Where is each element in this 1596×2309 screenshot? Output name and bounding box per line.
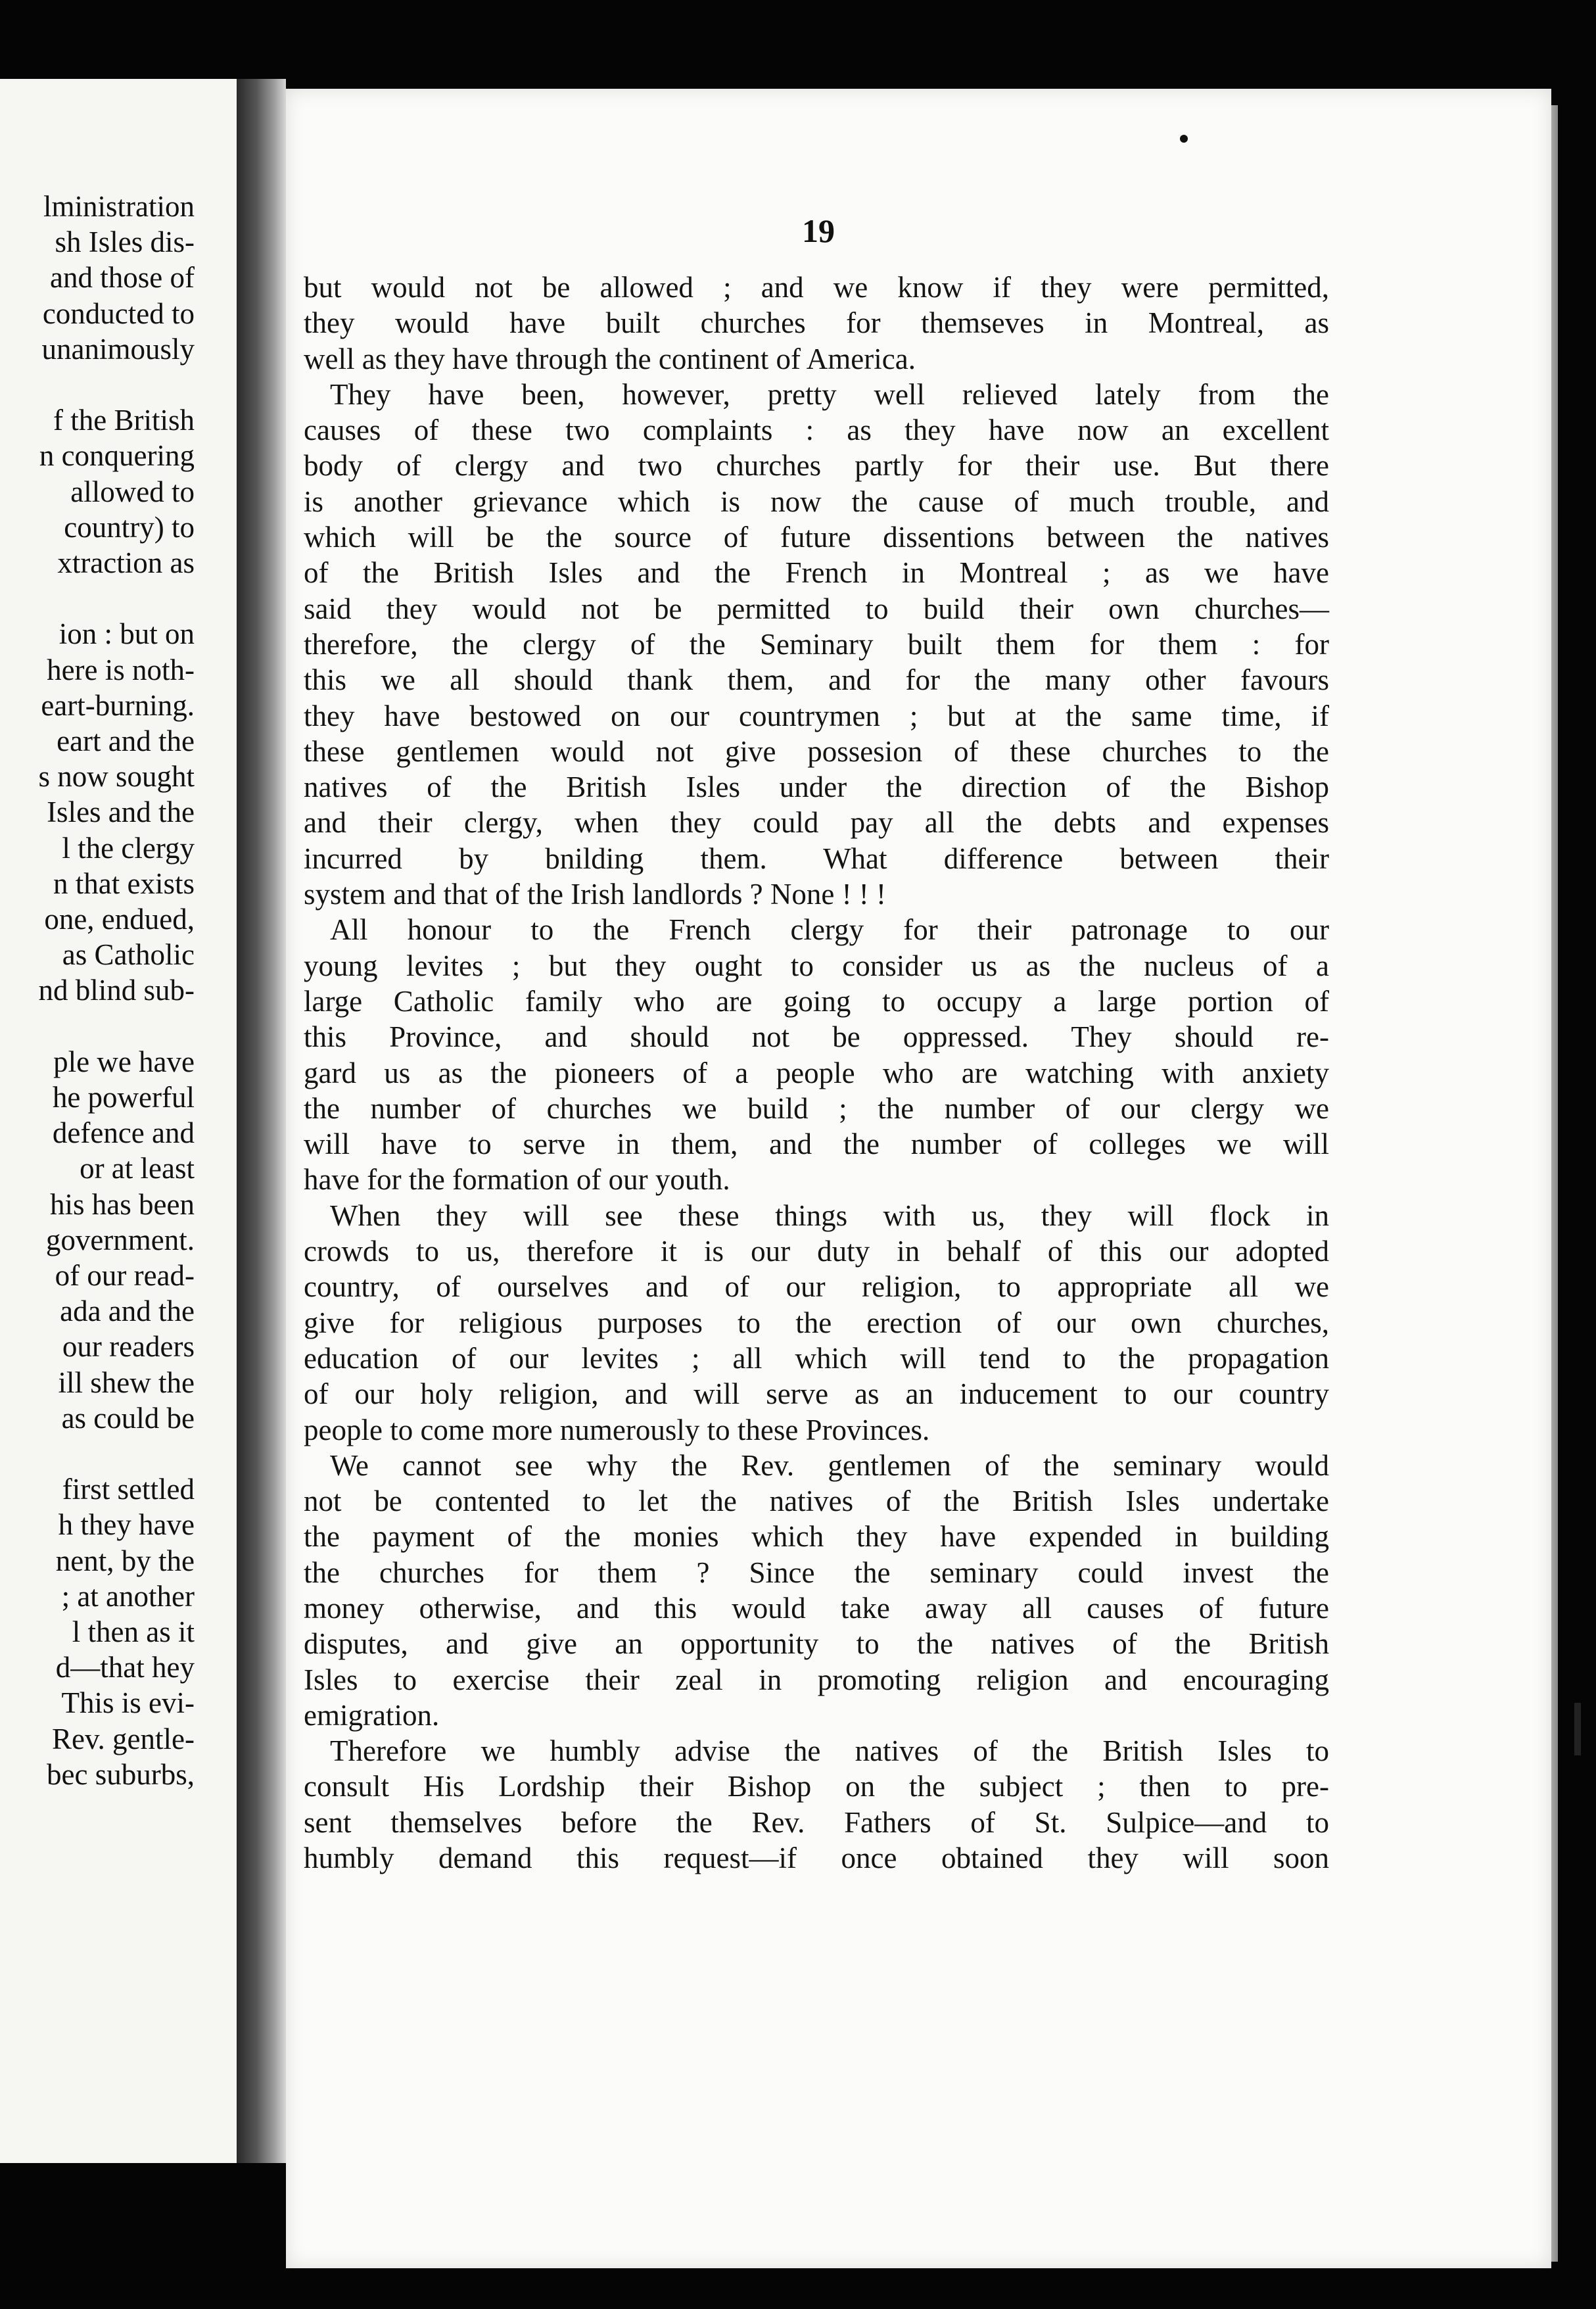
body-line: will have to serve in them, and the number of colleges we will — [304, 1128, 1329, 1161]
left-page-line: and those of — [50, 261, 195, 295]
body-line: is another grievance which is now the cause of much trouble, and — [304, 485, 1329, 518]
body-line: They have been, however, pretty well relieved lately from the — [330, 377, 1329, 411]
left-page-line: ion : but on — [59, 617, 195, 651]
body-line: body of clergy and two churches partly for their use. But there — [304, 449, 1329, 483]
body-line: Isles to exercise their zeal in promoting religion and encouraging — [304, 1663, 1329, 1696]
body-line: people to come more numerously to these Provinces. — [304, 1413, 930, 1446]
left-page-line: f the British — [53, 404, 195, 437]
body-line: Therefore we humbly advise the natives of the British Isles to — [330, 1734, 1329, 1768]
left-page-line: our readers — [62, 1330, 195, 1364]
body-line: said they would not be permitted to build their own churches— — [304, 592, 1329, 625]
body-line: well as they have through the continent of America. — [304, 342, 916, 375]
left-page-line: l then as it — [72, 1615, 195, 1648]
body-line: of our holy religion, and will serve as an inducement to our country — [304, 1377, 1329, 1411]
left-page-line: n conquering — [39, 439, 195, 473]
body-line: education of our levites ; all which will tend to the propagation — [304, 1341, 1329, 1375]
body-line: When they will see these things with us, they will flock in — [330, 1199, 1329, 1232]
left-page-line: ada and the — [60, 1295, 195, 1328]
body-line: incurred by bnilding them. What difference between their — [304, 842, 1329, 875]
page-notch — [1574, 1703, 1581, 1755]
body-line: We cannot see why the Rev. gentlemen of the seminary would — [330, 1448, 1329, 1482]
left-page-line: h they have — [58, 1508, 195, 1542]
left-page-line: s now sought — [38, 760, 195, 794]
left-page-line: first settled — [62, 1473, 195, 1506]
left-page-line: country) to — [64, 510, 195, 544]
body-line: of the British Isles and the French in Montreal ; as we have — [304, 556, 1329, 590]
body-line: but would not be allowed ; and we know if they were permitted, — [304, 271, 1329, 304]
left-page-line: unanimously — [41, 332, 195, 366]
body-line: All honour to the French clergy for their patronage to our — [330, 913, 1329, 947]
left-page-line: d—that hey — [55, 1651, 195, 1684]
left-page-line: eart-burning. — [41, 688, 195, 722]
body-line: humbly demand this request—if once obtained they will soon — [304, 1842, 1329, 1875]
body-line: money otherwise, and this would take away all causes of future — [304, 1591, 1329, 1625]
page-number: 19 — [802, 212, 835, 249]
left-page-line: lministration — [43, 190, 195, 223]
body-line: have for the formation of our youth. — [304, 1163, 730, 1197]
body-line: this we all should thank them, and for the many other favours — [304, 663, 1329, 697]
body-line: consult His Lordship their Bishop on the subject ; then to pre- — [304, 1770, 1329, 1803]
left-page-line: one, endued, — [44, 903, 195, 936]
body-line: the payment of the monies which they have expended in building — [304, 1520, 1329, 1554]
left-page-line: ple we have — [53, 1045, 195, 1078]
left-page-line: of our read- — [55, 1259, 195, 1292]
left-page-line: sh Isles dis- — [55, 226, 195, 259]
body-line: the number of churches we build ; the number of our clergy we — [304, 1091, 1329, 1125]
left-page-line: as Catholic — [62, 938, 195, 972]
body-line: system and that of the Irish landlords ? None ! ! ! — [304, 878, 887, 911]
body-text — [304, 270, 1329, 1876]
body-line: disputes, and give an opportunity to the natives of the British — [304, 1627, 1329, 1661]
left-page-line: This is evi- — [61, 1686, 195, 1720]
left-page-line: nd blind sub- — [38, 974, 195, 1007]
left-page-line: n that exists — [53, 867, 195, 900]
left-page-line: bec suburbs, — [47, 1757, 195, 1791]
left-page-line: allowed to — [70, 475, 195, 508]
left-page-line: xtraction as — [57, 546, 195, 579]
left-page-line: ; at another — [61, 1579, 195, 1613]
body-line: young levites ; but they ought to consider us as the nucleus of a — [304, 949, 1329, 982]
body-line: causes of these two complaints : as they have now an excellent — [304, 414, 1329, 447]
left-page-line: his has been — [50, 1187, 195, 1221]
left-page-line: l the clergy — [62, 831, 195, 865]
left-page-line: or at least — [80, 1152, 195, 1185]
left-page-line: nent, by the — [55, 1544, 195, 1577]
body-line: and their clergy, when they could pay all the debts and expenses — [304, 806, 1329, 840]
left-page — [0, 79, 237, 2163]
body-line: gard us as the pioneers of a people who are watching with anxiety — [304, 1056, 1329, 1089]
left-page-line: government. — [45, 1223, 195, 1256]
body-line: this Province, and should not be oppressed. They should re- — [304, 1020, 1329, 1054]
left-page-line: eart and the — [57, 725, 195, 757]
body-line: large Catholic family who are going to occupy a large portion of — [304, 984, 1329, 1018]
left-page-line: Isles and the — [47, 796, 195, 829]
ink-dot — [1180, 135, 1188, 143]
body-line: they would have built churches for themseves in Montreal, as — [304, 306, 1329, 340]
body-line: they have bestowed on our countrymen ; but at the same time, if — [304, 699, 1329, 732]
body-line: therefore, the clergy of the Seminary built them for them : for — [304, 627, 1329, 661]
body-line: sent themselves before the Rev. Fathers of St. Sulpice—and to — [304, 1805, 1329, 1839]
left-page-line: defence and — [52, 1116, 195, 1150]
body-line: emigration. — [304, 1698, 440, 1732]
left-page-line: here is noth- — [47, 653, 195, 686]
body-line: not be contented to let the natives of the British Isles undertake — [304, 1485, 1329, 1518]
body-line: these gentlemen would not give possesion of these churches to the — [304, 734, 1329, 768]
left-page-line: as could be — [61, 1401, 195, 1435]
body-line: country, of ourselves and of our religion, to appropriate all we — [304, 1270, 1329, 1304]
body-line: the churches for them ? Since the seminary could invest the — [304, 1556, 1329, 1589]
body-line: give for religious purposes to the erection of our own churches, — [304, 1306, 1329, 1339]
binding-gutter — [237, 79, 286, 2163]
left-page-line: ill shew the — [58, 1366, 195, 1399]
left-page-line: he powerful — [52, 1081, 195, 1114]
left-page-line: Rev. gentle- — [51, 1722, 195, 1755]
left-page-line: conducted to — [42, 297, 195, 330]
body-line: crowds to us, therefore it is our duty in behalf of this our adopted — [304, 1235, 1329, 1268]
body-line: natives of the British Isles under the direction of the Bishop — [304, 771, 1329, 804]
body-line: which will be the source of future dissentions between the natives — [304, 521, 1329, 554]
